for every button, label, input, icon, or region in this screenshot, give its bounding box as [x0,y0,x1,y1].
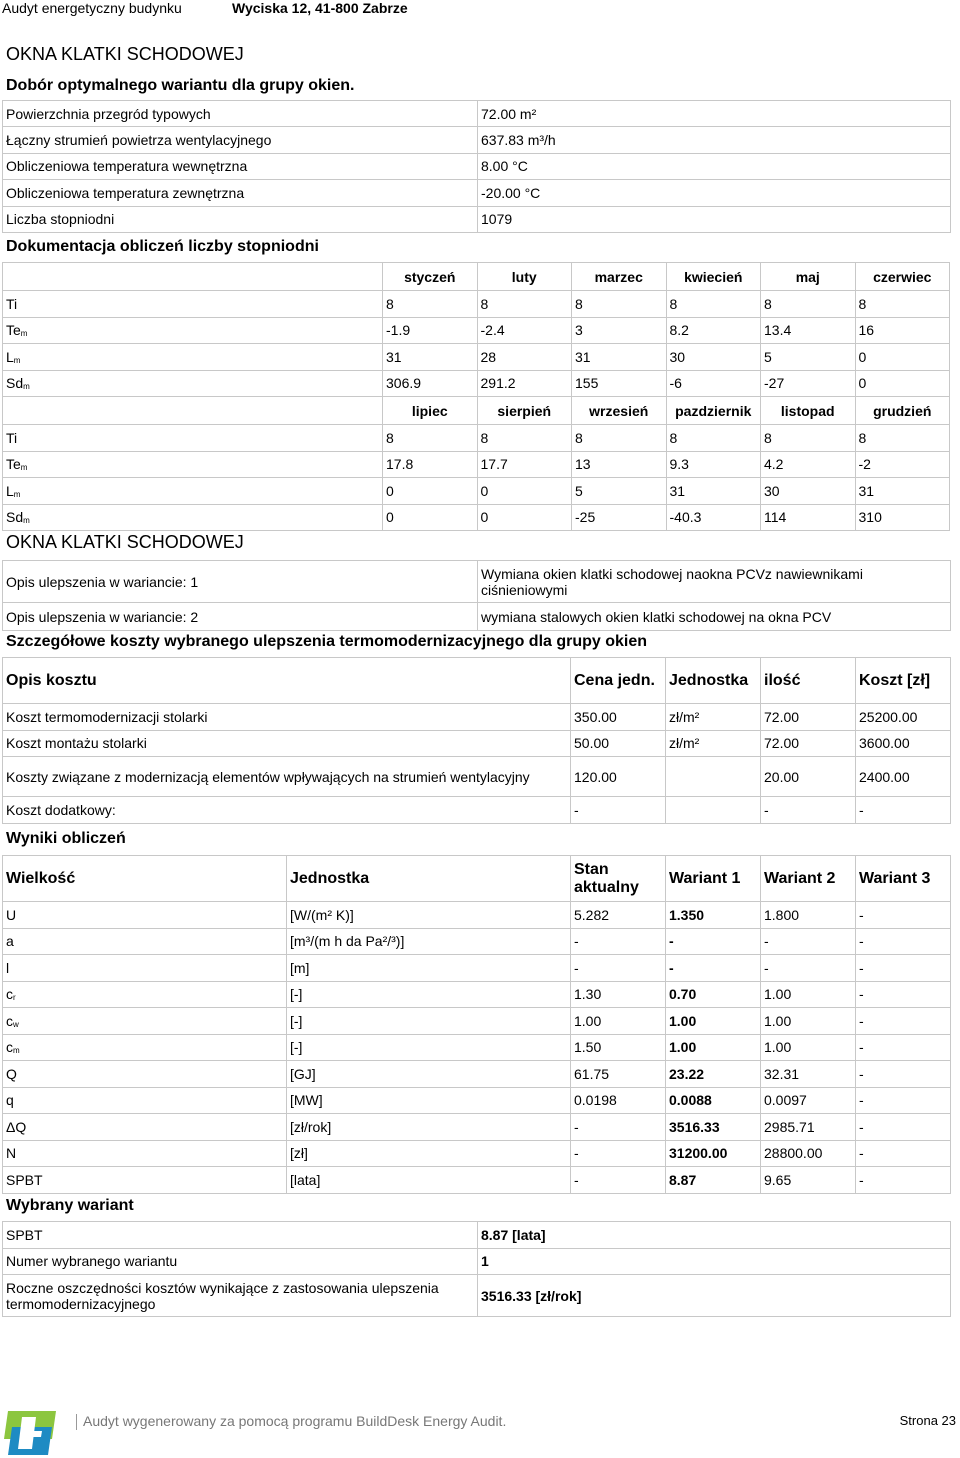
months-header-row [3,397,950,425]
param-value: 1079 [478,206,951,232]
results-table [2,855,951,1194]
symbol-label: L [6,482,14,499]
degree-days-row [3,504,950,531]
dd-value: 306.9 [383,370,478,397]
section-title: OKNA KLATKI SCHODOWEJ [6,44,244,64]
result-variant-2: 2985.71 [761,1114,856,1141]
dd-value: 8 [855,291,950,318]
dd-value: 3 [572,317,667,344]
dd-value: 8 [855,425,950,452]
dd-value: 291.2 [477,370,572,397]
symbol-subscript: m [23,516,30,526]
result-quantity [3,902,287,929]
dd-row-label [3,344,383,371]
result-variant-1: 0.0088 [666,1087,761,1114]
cost-price: - [571,797,666,824]
result-unit: [-] [287,981,571,1008]
param-label: Powierzchnia przegród typowych [3,101,478,127]
result-unit: [-] [287,1008,571,1035]
dd-value: 13 [572,451,667,478]
chosen-value: 3516.33 [zł/rok] [478,1275,951,1317]
param-row [3,153,951,179]
month-header: kwiecień [666,263,761,291]
result-variant-1: 3516.33 [666,1114,761,1141]
dd-value: 8.2 [666,317,761,344]
footer-generated-by: Audyt wygenerowany za pomocą programu BuildDesk Energy Audit. [83,1413,507,1429]
result-row [3,1034,951,1061]
result-row [3,1140,951,1167]
dd-value: 8 [477,291,572,318]
param-row [3,206,951,232]
param-value: 637.83 m³/h [478,127,951,153]
symbol-label: c [6,986,13,1003]
symbol-subscript: m [20,329,28,339]
month-header: sierpień [477,397,572,425]
symbol-label: Te [6,322,21,339]
param-value: -20.00 °C [478,180,951,206]
month-header: luty [477,263,572,291]
symbol-label: L [6,348,14,365]
months-corner [3,263,383,291]
optimal-heading: Dobór optymalnego wariantu dla grupy okien. [6,77,355,94]
symbol-subscript: w [13,1019,19,1029]
months-header-row [3,263,950,291]
result-row [3,902,951,929]
dd-value: 8 [572,425,667,452]
costs-header-total: Koszt [zł] [856,658,951,704]
chosen-value: 8.87 [lata] [478,1222,951,1249]
chosen-label: SPBT [3,1222,478,1249]
result-variant-2: 1.00 [761,1034,856,1061]
chosen-row [3,1248,951,1275]
params-table [2,100,951,233]
symbol-label: Te [6,456,21,473]
result-current: 5.282 [571,902,666,929]
symbol-label: Sd [6,375,24,392]
symbol-subscript: m [13,1046,20,1056]
dd-value: 0 [477,478,572,505]
result-variant-1: 1.00 [666,1034,761,1061]
symbol-label: q [6,1092,14,1109]
result-unit: [m] [287,955,571,982]
variant-desc-value: wymiana stalowych okien klatki schodowej na okna PCV [478,603,951,631]
result-variant-1: - [666,928,761,955]
dd-row-label [3,370,383,397]
result-current: 1.50 [571,1034,666,1061]
builddesk-logo-icon [2,1409,56,1457]
result-variant-3: - [856,981,951,1008]
dd-value: 8 [477,425,572,452]
dd-value: 31 [855,478,950,505]
chosen-row [3,1222,951,1249]
result-variant-2: 1.00 [761,1008,856,1035]
result-quantity [3,981,287,1008]
result-variant-2: 1.800 [761,902,856,929]
result-unit: [MW] [287,1087,571,1114]
result-unit: [zł/rok] [287,1114,571,1141]
symbol-label: SPBT [6,1171,43,1188]
month-header: styczeń [383,263,478,291]
result-variant-3: - [856,1114,951,1141]
variant-desc-row [3,561,951,603]
cost-qty: 72.00 [761,704,856,731]
results-header-unit: Jednostka [287,856,571,902]
result-variant-1: 0.70 [666,981,761,1008]
dd-value: 31 [383,344,478,371]
dd-value: 17.8 [383,451,478,478]
dd-value: 30 [666,344,761,371]
result-variant-3: - [856,1034,951,1061]
result-row [3,928,951,955]
result-variant-2: 32.31 [761,1061,856,1088]
result-variant-2: 28800.00 [761,1140,856,1167]
result-variant-3: - [856,1167,951,1194]
param-row [3,180,951,206]
costs-header-unit: Jednostka [666,658,761,704]
result-row [3,1167,951,1194]
result-current: 0.0198 [571,1087,666,1114]
month-header: pazdziernik [666,397,761,425]
cost-row [3,704,951,731]
results-heading: Wyniki obliczeń [6,830,126,847]
building-address: Wyciska 12, 41-800 Zabrze [232,0,408,16]
result-row [3,1061,951,1088]
degree-days-table [2,262,950,531]
result-variant-2: 0.0097 [761,1087,856,1114]
result-current: - [571,1167,666,1194]
cost-desc: Koszty związane z modernizacją elementów wpływających na strumień wentylacyjny [3,757,571,797]
dd-value: 28 [477,344,572,371]
results-header-quantity: Wielkość [3,856,287,902]
result-row [3,1008,951,1035]
dd-value: 8 [761,291,856,318]
param-label: Obliczeniowa temperatura zewnętrzna [3,180,478,206]
cost-total: - [856,797,951,824]
variants-desc-table [2,560,951,631]
results-header-row [3,856,951,902]
month-header: wrzesień [572,397,667,425]
dd-row-label [3,291,383,318]
symbol-label: c [6,1039,13,1056]
degree-days-row [3,344,950,371]
result-quantity [3,1140,287,1167]
result-variant-1: 31200.00 [666,1140,761,1167]
symbol-label: a [6,933,14,950]
chosen-heading: Wybrany wariant [6,1197,134,1214]
dd-value: 0 [855,370,950,397]
dd-value: 4.2 [761,451,856,478]
degree-days-row [3,425,950,452]
costs-header-desc: Opis kosztu [3,658,571,704]
result-row [3,955,951,982]
dd-value: 310 [855,504,950,531]
dd-value: 114 [761,504,856,531]
cost-unit [666,797,761,824]
result-unit: [m³/(m h da Pa²/³)] [287,928,571,955]
result-variant-1: 23.22 [666,1061,761,1088]
symbol-label: c [6,1012,13,1029]
result-current: 1.00 [571,1008,666,1035]
variant-desc-row [3,603,951,631]
dd-row-label [3,317,383,344]
result-quantity [3,1061,287,1088]
symbol-subscript: m [23,382,30,392]
dd-value: 8 [666,291,761,318]
results-header-v1: Wariant 1 [666,856,761,902]
page-number: Strona 23 [899,1413,956,1428]
page-footer [0,1405,960,1453]
variant-desc-label: Opis ulepszenia w wariancie: 2 [3,603,478,631]
result-row [3,981,951,1008]
dd-value: 8 [666,425,761,452]
dd-value: -40.3 [666,504,761,531]
cost-qty: 72.00 [761,730,856,757]
result-variant-3: - [856,1140,951,1167]
dd-row-label [3,425,383,452]
cost-total: 3600.00 [856,730,951,757]
degree-days-row [3,478,950,505]
chosen-value: 1 [478,1248,951,1275]
result-variant-3: - [856,902,951,929]
dd-value: 9.3 [666,451,761,478]
month-header: maj [761,263,856,291]
param-row [3,101,951,127]
dd-value: 16 [855,317,950,344]
cost-desc: Koszt dodatkowy: [3,797,571,824]
param-label: Obliczeniowa temperatura wewnętrzna [3,153,478,179]
result-variant-3: - [856,1008,951,1035]
symbol-subscript: m [13,355,21,365]
symbol-subscript: r [13,993,16,1003]
months-corner [3,397,383,425]
result-quantity [3,955,287,982]
dd-value: 8 [383,291,478,318]
result-current: 61.75 [571,1061,666,1088]
footer-divider [76,1414,77,1430]
chosen-label: Numer wybranego wariantu [3,1248,478,1275]
param-value: 8.00 °C [478,153,951,179]
results-header-current: Stan aktualny [571,856,666,902]
result-variant-1: 8.87 [666,1167,761,1194]
cost-unit: zł/m² [666,730,761,757]
degree-days-row [3,370,950,397]
dd-value: 31 [666,478,761,505]
dd-value: 8 [572,291,667,318]
result-variant-2: 1.00 [761,981,856,1008]
dd-value: 8 [761,425,856,452]
results-header-v3: Wariant 3 [856,856,951,902]
result-quantity [3,1167,287,1194]
result-unit: [-] [287,1034,571,1061]
cost-price: 350.00 [571,704,666,731]
symbol-label: ΔQ [6,1118,27,1135]
section-title-2: OKNA KLATKI SCHODOWEJ [6,532,244,552]
chosen-label: Roczne oszczędności kosztów wynikające z zastosowania ulepszenia termomodernizacyjnego [3,1275,478,1317]
result-quantity [3,1008,287,1035]
dd-value: 5 [761,344,856,371]
result-quantity [3,1114,287,1141]
symbol-subscript: m [20,463,28,473]
symbol-subscript: m [13,489,21,499]
dd-value: -2 [855,451,950,478]
result-unit: [zł] [287,1140,571,1167]
dd-value: 0 [383,504,478,531]
param-label: Liczba stopniodni [3,206,478,232]
doc-title: Audyt energetyczny budynku [2,0,182,16]
results-header-v2: Wariant 2 [761,856,856,902]
dd-value: 0 [855,344,950,371]
dd-value: 155 [572,370,667,397]
symbol-label: Ti [6,295,18,312]
dd-row-label [3,478,383,505]
cost-row [3,757,951,797]
param-label: Łączny strumień powietrza wentylacyjnego [3,127,478,153]
dd-value: 17.7 [477,451,572,478]
result-quantity [3,1034,287,1061]
result-current: - [571,1140,666,1167]
month-header: czerwiec [855,263,950,291]
cost-total: 25200.00 [856,704,951,731]
cost-row [3,730,951,757]
dd-value: 30 [761,478,856,505]
symbol-label: Q [6,1065,17,1082]
dd-row-label [3,451,383,478]
result-variant-2: 9.65 [761,1167,856,1194]
costs-table [2,657,951,824]
result-variant-3: - [856,1061,951,1088]
dd-value: 5 [572,478,667,505]
result-unit: [W/(m² K)] [287,902,571,929]
symbol-label: l [6,959,10,976]
costs-header-row [3,658,951,704]
result-current: - [571,1114,666,1141]
dd-value: -2.4 [477,317,572,344]
dd-row-label [3,504,383,531]
result-unit: [lata] [287,1167,571,1194]
chosen-row [3,1275,951,1317]
cost-total: 2400.00 [856,757,951,797]
dd-value: -27 [761,370,856,397]
cost-row [3,797,951,824]
result-variant-1: 1.00 [666,1008,761,1035]
result-variant-3: - [856,928,951,955]
degree-days-row [3,451,950,478]
symbol-label: N [6,1145,17,1162]
result-variant-2: - [761,955,856,982]
dd-value: 0 [477,504,572,531]
degree-days-row [3,317,950,344]
month-header: listopad [761,397,856,425]
dd-value: 31 [572,344,667,371]
param-value: 72.00 m² [478,101,951,127]
symbol-label: Ti [6,429,18,446]
result-current: - [571,955,666,982]
dd-value: -1.9 [383,317,478,344]
result-quantity [3,928,287,955]
result-variant-2: - [761,928,856,955]
costs-heading: Szczegółowe koszty wybranego ulepszenia termomodernizacyjnego dla grupy okien [6,633,648,650]
param-row [3,127,951,153]
variant-desc-label: Opis ulepszenia w wariancie: 1 [3,561,478,603]
variant-desc-value: Wymiana okien klatki schodowej naokna PCVz nawiewnikami ciśnieniowymi [478,561,951,603]
result-current: 1.30 [571,981,666,1008]
dd-value: -6 [666,370,761,397]
result-row [3,1114,951,1141]
dd-value: 8 [383,425,478,452]
cost-qty: 20.00 [761,757,856,797]
cost-desc: Koszt termomodernizacji stolarki [3,704,571,731]
result-variant-3: - [856,1087,951,1114]
result-variant-3: - [856,955,951,982]
cost-unit: zł/m² [666,704,761,731]
degree-days-row [3,291,950,318]
cost-unit [666,757,761,797]
cost-desc: Koszt montażu stolarki [3,730,571,757]
dd-value: -25 [572,504,667,531]
symbol-label: Sd [6,509,24,526]
result-row [3,1087,951,1114]
result-unit: [GJ] [287,1061,571,1088]
month-header: grudzień [855,397,950,425]
result-quantity [3,1087,287,1114]
month-header: lipiec [383,397,478,425]
cost-price: 50.00 [571,730,666,757]
symbol-label: U [6,906,17,923]
result-current: - [571,928,666,955]
cost-qty: - [761,797,856,824]
costs-header-qty: ilość [761,658,856,704]
cost-price: 120.00 [571,757,666,797]
costs-header-price: Cena jedn. [571,658,666,704]
footer-text [76,1413,506,1430]
degree-days-heading: Dokumentacja obliczeń liczby stopniodni [6,238,319,255]
chosen-table [2,1221,951,1317]
result-variant-1: - [666,955,761,982]
result-variant-1: 1.350 [666,902,761,929]
dd-value: 0 [383,478,478,505]
month-header: marzec [572,263,667,291]
dd-value: 13.4 [761,317,856,344]
